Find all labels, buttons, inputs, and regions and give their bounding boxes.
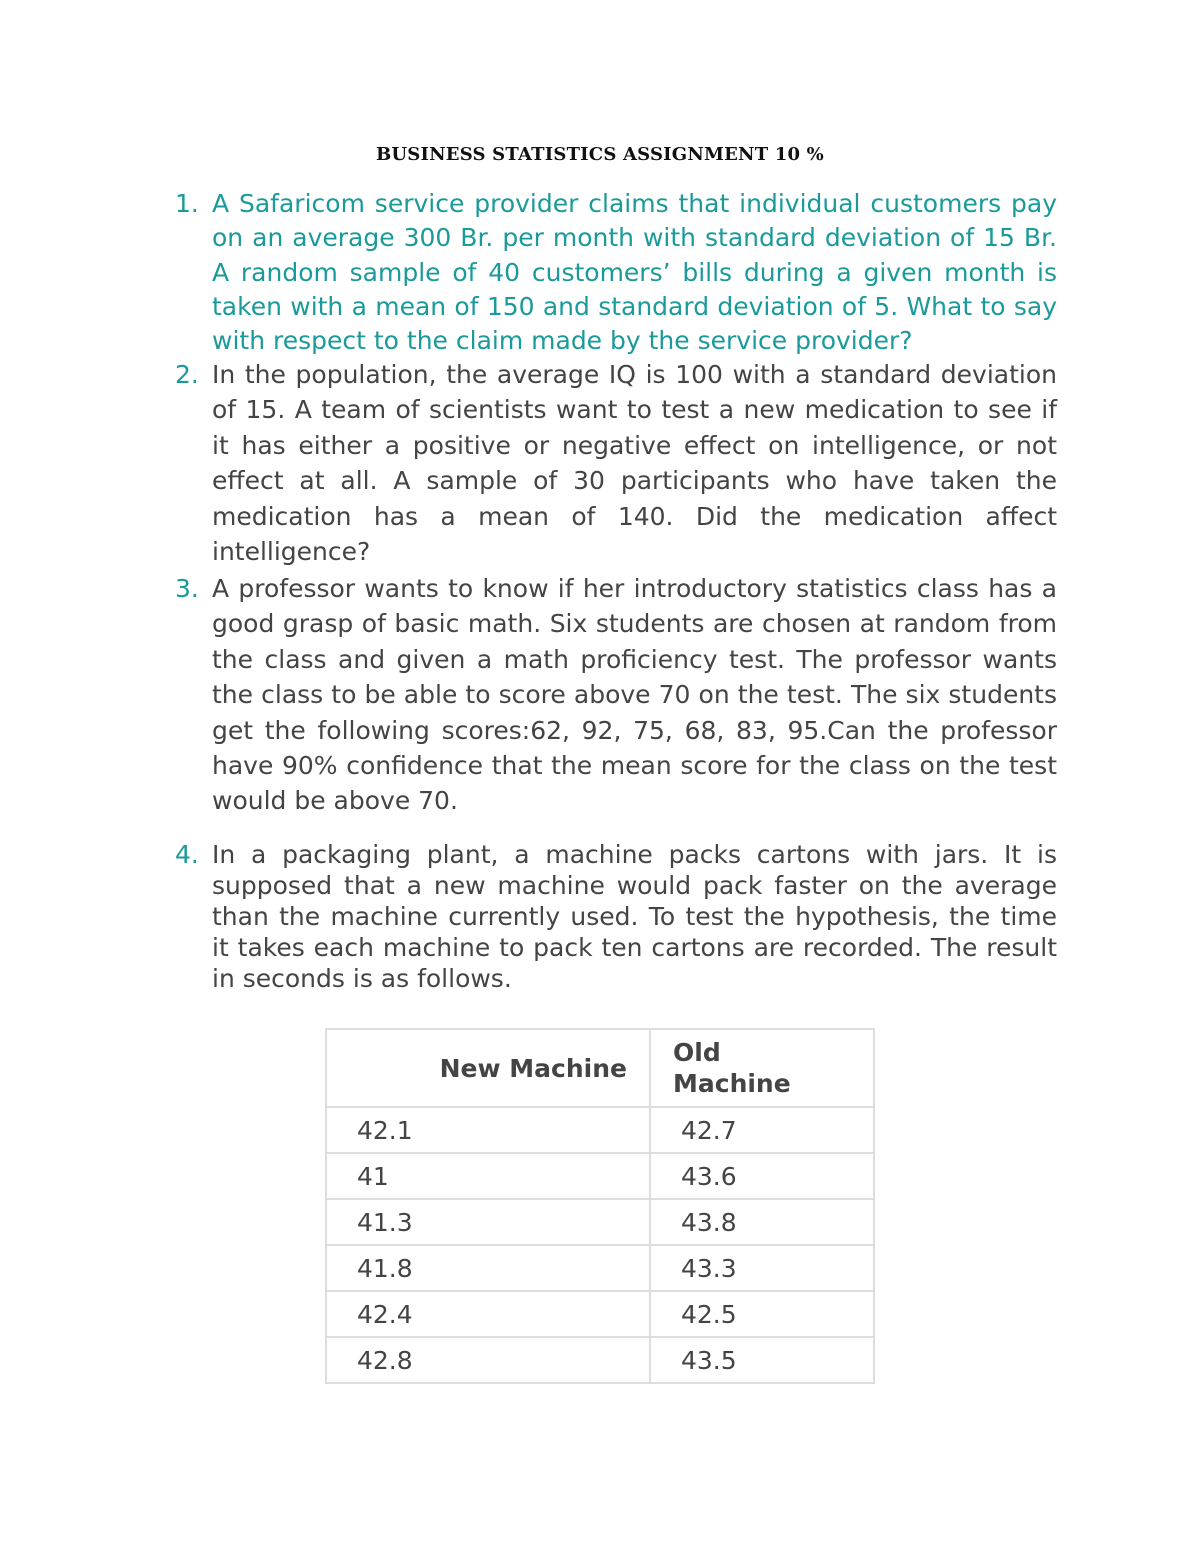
old-machine-cell: 43.6 [650,1153,874,1199]
table-row [326,1199,874,1245]
table-row [326,1337,874,1383]
question-number: 1. [175,189,199,218]
header-old-machine: Old Machine [650,1029,874,1107]
question-text: In the population, the average IQ is 100 with a standard deviation of 15. A team of scientists want to test a new medication to see if it has either a positive or negative effect on intelligence, or not effect at all. A sample of 30 participants who have taken the medication has a mean of 140. Did the medication affect intelligence? [212,360,1057,567]
new-machine-cell: 41.8 [326,1245,650,1291]
question-text: A Safaricom service provider claims that individual customers pay on an average 300 Br. per month with standard deviation of 15 Br. A random sample of 40 customers’ bills during a given month is taken with a mean of 150 and standard deviation of 5. What to say with respect to the claim made by the service provider? [212,189,1057,356]
table-row [326,1107,874,1153]
old-machine-cell: 43.3 [650,1245,874,1291]
question-number: 3. [175,574,199,603]
question-text: In a packaging plant, a machine packs cartons with jars. It is supposed that a new machine would pack faster on the average than the machine currently used. To test the hypothesis, the time it takes each machine to pack ten cartons are recorded. The result in seconds is as follows. [212,840,1057,993]
question-4 [175,839,1057,994]
new-machine-cell: 42.1 [326,1107,650,1153]
table-row [326,1245,874,1291]
table-header-row [326,1029,874,1107]
question-3 [175,571,1057,819]
old-machine-cell: 43.8 [650,1199,874,1245]
table-row [326,1291,874,1337]
new-machine-cell: 42.8 [326,1337,650,1383]
old-machine-cell: 43.5 [650,1337,874,1383]
old-machine-cell: 42.5 [650,1291,874,1337]
new-machine-cell: 41 [326,1153,650,1199]
new-machine-cell: 41.3 [326,1199,650,1245]
new-machine-cell: 42.4 [326,1291,650,1337]
header-new-machine: New Machine [326,1029,650,1107]
question-2 [175,357,1057,569]
table-row [326,1153,874,1199]
document-title: BUSINESS STATISTICS ASSIGNMENT 10 % [376,144,824,165]
machine-times-table [325,1028,875,1384]
question-number: 4. [175,840,199,869]
question-number: 2. [175,360,199,389]
old-machine-cell: 42.7 [650,1107,874,1153]
question-text: A professor wants to know if her introductory statistics class has a good grasp of basic math. Six students are chosen at random from the class and given a math proficiency test. The professor wants the class to be able to score above 70 on the test. The six students get the following scores:62, 92, 75, 68, 83, 95.Can the professor have 90% confidence that the mean score for the class on the test would be above 70. [212,574,1057,816]
question-1 [175,187,1057,358]
